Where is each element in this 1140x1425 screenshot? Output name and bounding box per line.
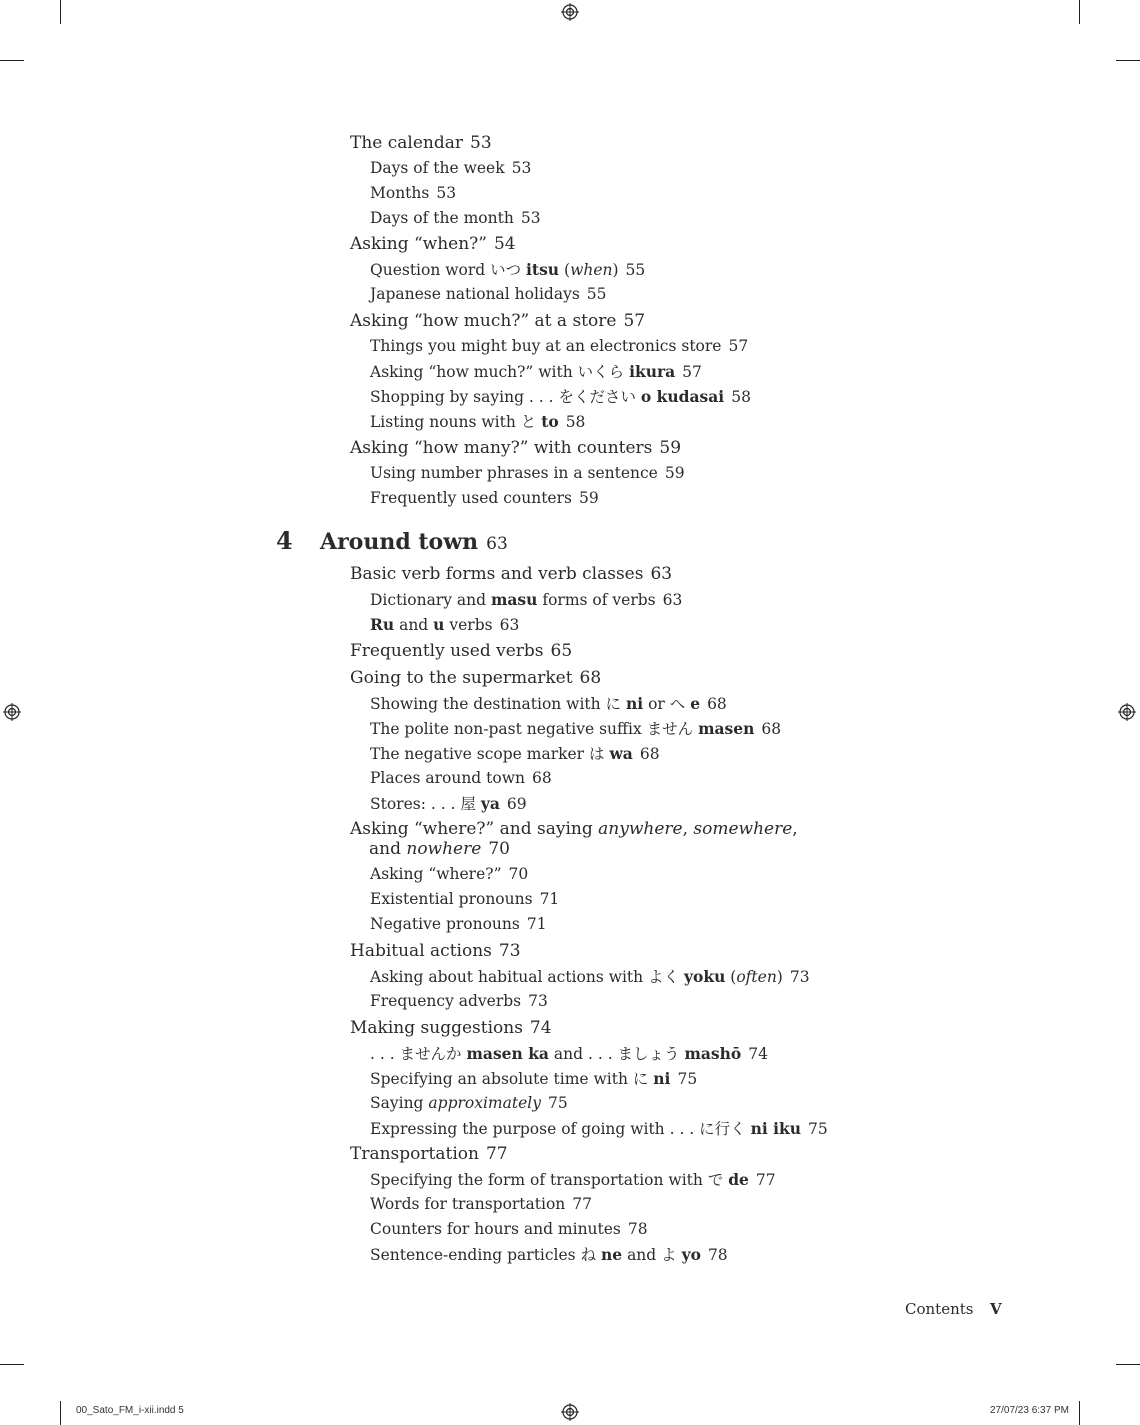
toc-section-entry: Basic verb forms and verb classes 63	[350, 564, 673, 584]
toc-section-entry: Frequently used verbs 65	[350, 641, 573, 661]
toc-subsection-entry: . . . ませんか masen ka and . . . ましょう mashō 74	[370, 1044, 768, 1063]
toc-subsection-entry: Months 53	[370, 184, 457, 202]
crop-mark	[1116, 1364, 1140, 1365]
toc-subsection-entry: Counters for hours and minutes 78	[370, 1220, 648, 1238]
running-footer-label: Contents	[905, 1300, 974, 1318]
crop-mark	[0, 1364, 24, 1365]
registration-mark-icon	[3, 703, 21, 721]
toc-section-entry: Asking “how many?” with counters 59	[350, 438, 682, 458]
slug-filename: 00_Sato_FM_i-xii.indd 5	[76, 1405, 184, 1416]
toc-section-entry: Going to the supermarket 68	[350, 668, 602, 688]
toc-subsection-entry: Saying approximately 75	[370, 1094, 568, 1112]
crop-mark	[1116, 60, 1140, 61]
toc-subsection-entry: The negative scope marker は wa 68	[370, 744, 660, 763]
toc-subsection-entry: Places around town 68	[370, 769, 552, 787]
toc-subsection-entry: Frequently used counters 59	[370, 489, 599, 507]
toc-subsection-entry: Asking “where?” 70	[370, 865, 529, 883]
chapter-page: 63	[486, 534, 508, 554]
toc-section-entry: Asking “how much?” at a store 57	[350, 311, 646, 331]
toc-subsection-entry: Using number phrases in a sentence 59	[370, 464, 685, 482]
toc-section-entry: Habitual actions 73	[350, 941, 521, 961]
toc-subsection-entry: Existential pronouns 71	[370, 890, 560, 908]
toc-subsection-entry: Days of the week 53	[370, 159, 532, 177]
toc-subsection-entry: Days of the month 53	[370, 209, 541, 227]
crop-mark	[1079, 0, 1080, 24]
toc-subsection-entry: Asking about habitual actions with よく yoku (often) 73	[370, 967, 810, 986]
toc-subsection-entry: Shopping by saying . . . をください o kudasai 58	[370, 387, 751, 406]
toc-section-entry: The calendar 53	[350, 133, 492, 153]
toc-subsection-entry: Japanese national holidays 55	[370, 285, 607, 303]
toc-section-entry: Making suggestions 74	[350, 1018, 552, 1038]
toc-subsection-entry: Asking “how much?” with いくら ikura 57	[370, 362, 702, 381]
crop-mark	[60, 0, 61, 24]
chapter-number: 4	[276, 526, 293, 555]
crop-mark	[0, 60, 24, 61]
toc-subsection-entry: Listing nouns with と to 58	[370, 412, 586, 431]
toc-subsection-entry: Specifying the form of transportation with で de 77	[370, 1170, 776, 1189]
crop-mark	[60, 1401, 61, 1425]
toc-subsection-entry: Dictionary and masu forms of verbs 63	[370, 590, 683, 609]
chapter-title: Around town 63	[320, 529, 508, 555]
toc-subsection-entry: Showing the destination with に ni or へ e 68	[370, 694, 727, 713]
registration-mark-icon	[561, 3, 579, 21]
toc-subsection-entry: Question word いつ itsu (when) 55	[370, 260, 646, 279]
toc-subsection-entry: Words for transportation 77	[370, 1195, 593, 1213]
toc-section-entry: Transportation 77	[350, 1144, 508, 1164]
toc-subsection-entry: Stores: . . . 屋 ya 69	[370, 794, 527, 813]
toc-subsection-entry: Specifying an absolute time with に ni 75	[370, 1069, 698, 1088]
registration-mark-icon	[561, 1403, 579, 1421]
registration-mark-icon	[1118, 703, 1136, 721]
toc-subsection-entry: Negative pronouns 71	[370, 915, 547, 933]
toc-section-entry: Asking “where?” and saying anywhere, somewhere,	[350, 819, 798, 839]
toc-subsection-entry: Ru and u verbs 63	[370, 615, 520, 634]
toc-subsection-entry: Things you might buy at an electronics store 57	[370, 337, 749, 355]
toc-subsection-entry: Frequency adverbs 73	[370, 992, 548, 1010]
page-number: V	[990, 1300, 1002, 1318]
crop-mark	[1079, 1401, 1080, 1425]
toc-section-entry-continued: and nowhere 70	[369, 839, 510, 859]
toc-subsection-entry: Sentence-ending particles ね ne and よ yo 78	[370, 1245, 728, 1264]
toc-subsection-entry: Expressing the purpose of going with . . . に行く ni iku 75	[370, 1119, 828, 1138]
toc-section-entry: Asking “when?” 54	[350, 234, 516, 254]
toc-subsection-entry: The polite non-past negative suffix ません masen 68	[370, 719, 782, 738]
slug-datetime: 27/07/23 6:37 PM	[990, 1405, 1069, 1416]
